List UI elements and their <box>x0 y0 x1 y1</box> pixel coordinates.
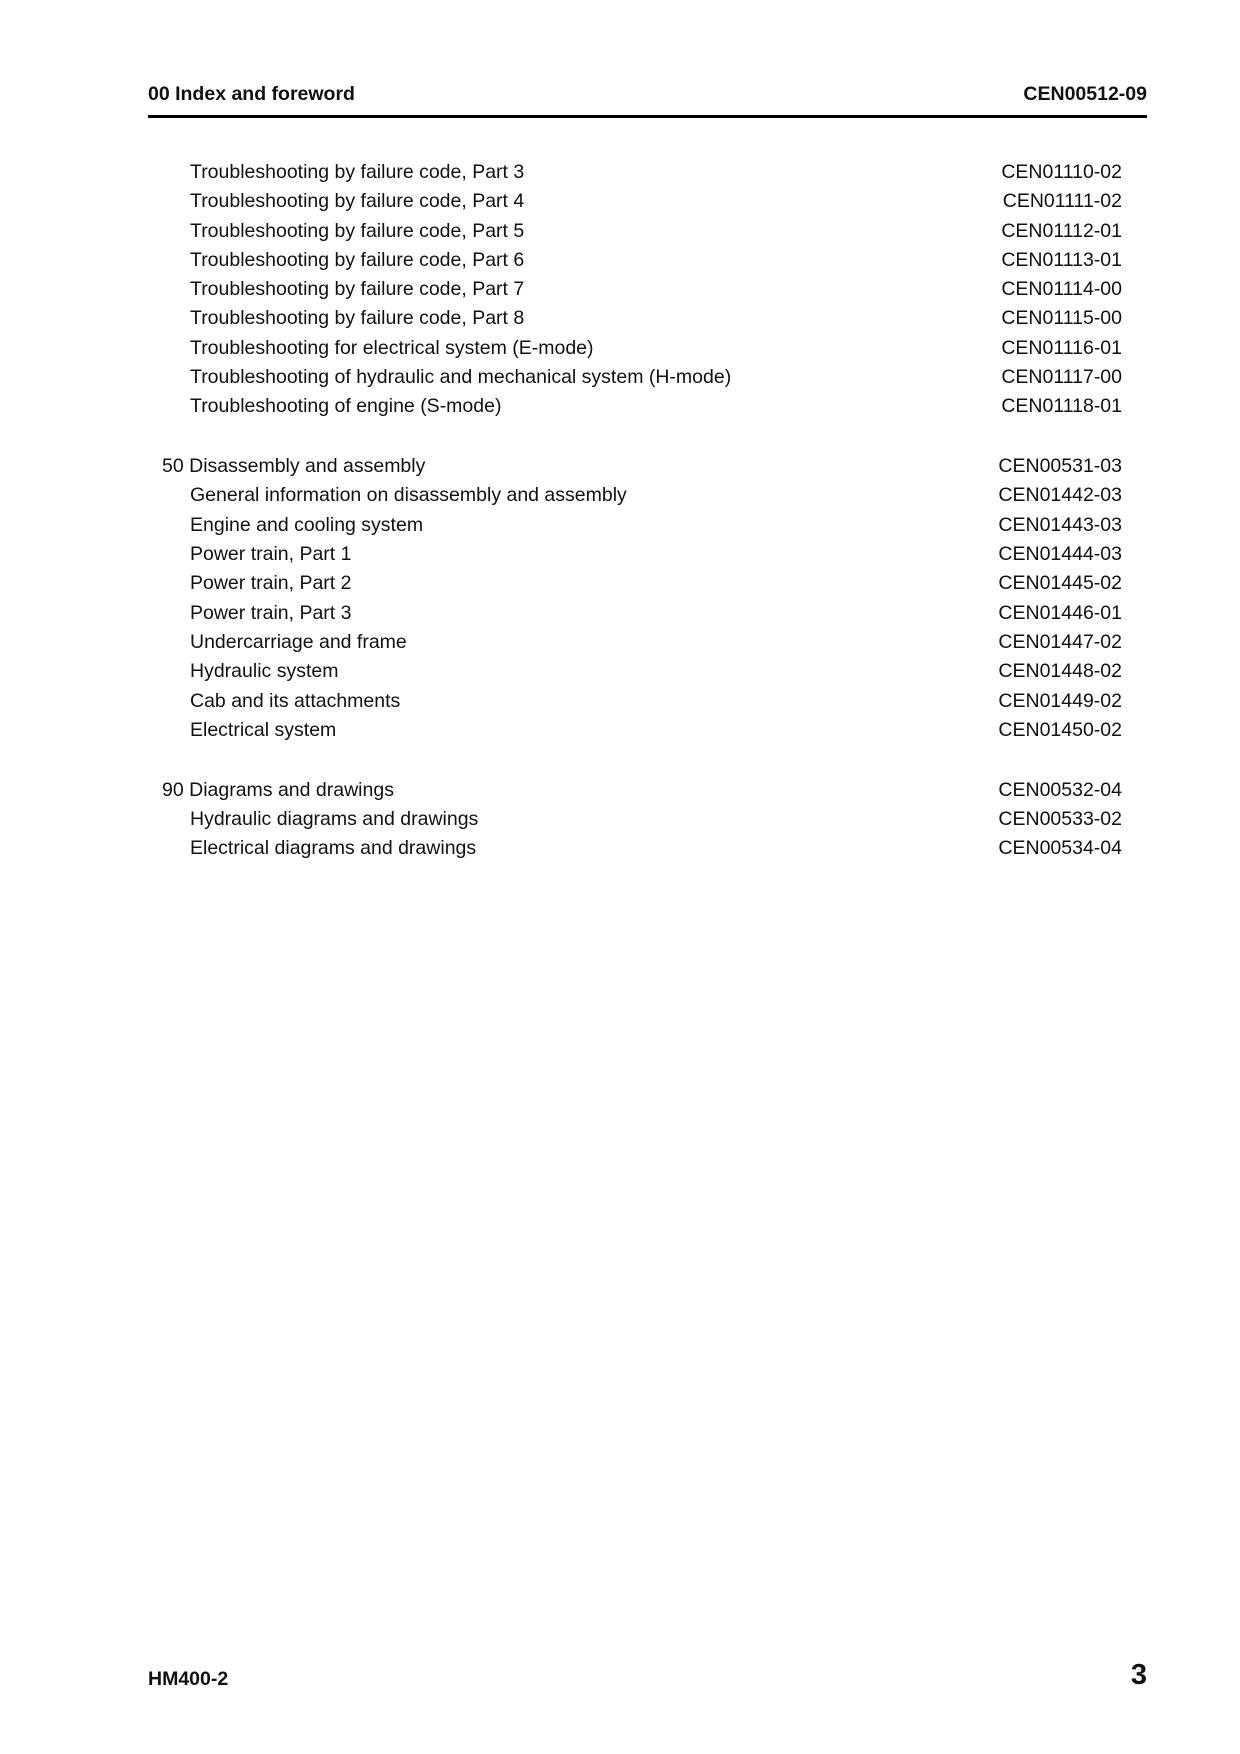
toc-section-heading <box>0 452 1240 481</box>
toc-entry <box>0 187 1240 216</box>
toc-entry-code: CEN01112-01 <box>1001 219 1122 242</box>
toc-entry <box>0 540 1240 569</box>
toc-entry-label: Troubleshooting for electrical system (E-mode) <box>190 336 594 359</box>
toc-entry <box>0 275 1240 304</box>
toc-entry <box>0 481 1240 510</box>
toc-entry-label: Troubleshooting by failure code, Part 8 <box>190 307 525 330</box>
toc-entry <box>0 687 1240 716</box>
toc-entry-label: Troubleshooting of hydraulic and mechanical system (H-mode) <box>190 366 732 389</box>
toc-entry-code: CEN01450-02 <box>998 718 1122 741</box>
toc-entry-code: CEN01445-02 <box>998 572 1122 595</box>
footer-model: HM400-2 <box>148 1668 229 1690</box>
toc-entry-label: Cab and its attachments <box>190 689 401 712</box>
toc-entry-label: Electrical system <box>190 718 337 741</box>
toc-heading-label: 90 Diagrams and drawings <box>162 778 394 801</box>
toc-entry <box>0 716 1240 745</box>
toc-entry-code: CEN00533-02 <box>998 807 1122 830</box>
toc-entry-label: Undercarriage and frame <box>190 630 407 653</box>
toc-section <box>0 452 1240 745</box>
page-header-title: 00 Index and foreword <box>148 83 355 105</box>
toc-entry-code: CEN01111-02 <box>1002 190 1122 213</box>
toc-entry <box>0 334 1240 363</box>
toc-entry-label: Engine and cooling system <box>190 513 424 536</box>
toc-section <box>0 158 1240 422</box>
toc-heading-code: CEN00532-04 <box>998 778 1122 801</box>
toc-entry <box>0 599 1240 628</box>
toc-entry-code: CEN01448-02 <box>998 660 1122 683</box>
toc-entry <box>0 511 1240 540</box>
toc-entry-code: CEN01442-03 <box>998 484 1122 507</box>
toc-entry-code: CEN01444-03 <box>998 543 1122 566</box>
toc-entry-code: CEN01118-01 <box>1001 395 1122 418</box>
toc-entry-label: Hydraulic system <box>190 660 339 683</box>
toc-section-heading <box>0 776 1240 805</box>
toc-entry <box>0 569 1240 598</box>
toc-entry <box>0 657 1240 686</box>
toc-entry <box>0 304 1240 333</box>
toc-entry-label: Troubleshooting by failure code, Part 5 <box>190 219 525 242</box>
toc-entry-label: Power train, Part 3 <box>190 601 352 624</box>
toc-entry-code: CEN01115-00 <box>1001 307 1122 330</box>
toc-entry-code: CEN01113-01 <box>1001 248 1122 271</box>
header-divider <box>148 115 1147 118</box>
table-of-contents <box>0 158 1240 864</box>
toc-entry <box>0 392 1240 421</box>
toc-entry <box>0 628 1240 657</box>
page-number: 3 <box>1130 1659 1147 1691</box>
toc-entry-label: Troubleshooting of engine (S-mode) <box>190 395 502 418</box>
toc-entry-label: Troubleshooting by failure code, Part 4 <box>190 190 525 213</box>
toc-entry-code: CEN01446-01 <box>998 601 1122 624</box>
toc-heading-label: 50 Disassembly and assembly <box>162 455 426 478</box>
toc-entry-label: Troubleshooting by failure code, Part 7 <box>190 278 525 301</box>
toc-entry-label: Hydraulic diagrams and drawings <box>190 807 479 830</box>
toc-entry-code: CEN00534-04 <box>998 837 1122 860</box>
toc-entry-code: CEN01117-00 <box>1001 366 1122 389</box>
toc-entry-label: Electrical diagrams and drawings <box>190 837 477 860</box>
toc-entry-label: General information on disassembly and assembly <box>190 484 627 507</box>
toc-entry <box>0 217 1240 246</box>
toc-entry <box>0 158 1240 187</box>
toc-entry <box>0 246 1240 275</box>
toc-entry-code: CEN01447-02 <box>998 630 1122 653</box>
toc-entry-label: Power train, Part 1 <box>190 543 352 566</box>
toc-entry <box>0 834 1240 863</box>
toc-heading-code: CEN00531-03 <box>998 455 1122 478</box>
toc-entry-label: Power train, Part 2 <box>190 572 352 595</box>
toc-entry-label: Troubleshooting by failure code, Part 6 <box>190 248 525 271</box>
page-header-code: CEN00512-09 <box>1023 83 1147 105</box>
toc-entry-code: CEN01443-03 <box>998 513 1122 536</box>
toc-entry <box>0 363 1240 392</box>
toc-entry-code: CEN01449-02 <box>998 689 1122 712</box>
toc-entry-code: CEN01110-02 <box>1001 161 1122 183</box>
toc-entry <box>0 805 1240 834</box>
toc-entry-code: CEN01116-01 <box>1001 336 1122 359</box>
toc-section <box>0 776 1240 864</box>
toc-entry-label: Troubleshooting by failure code, Part 3 <box>190 161 525 183</box>
toc-entry-code: CEN01114-00 <box>1001 278 1122 301</box>
